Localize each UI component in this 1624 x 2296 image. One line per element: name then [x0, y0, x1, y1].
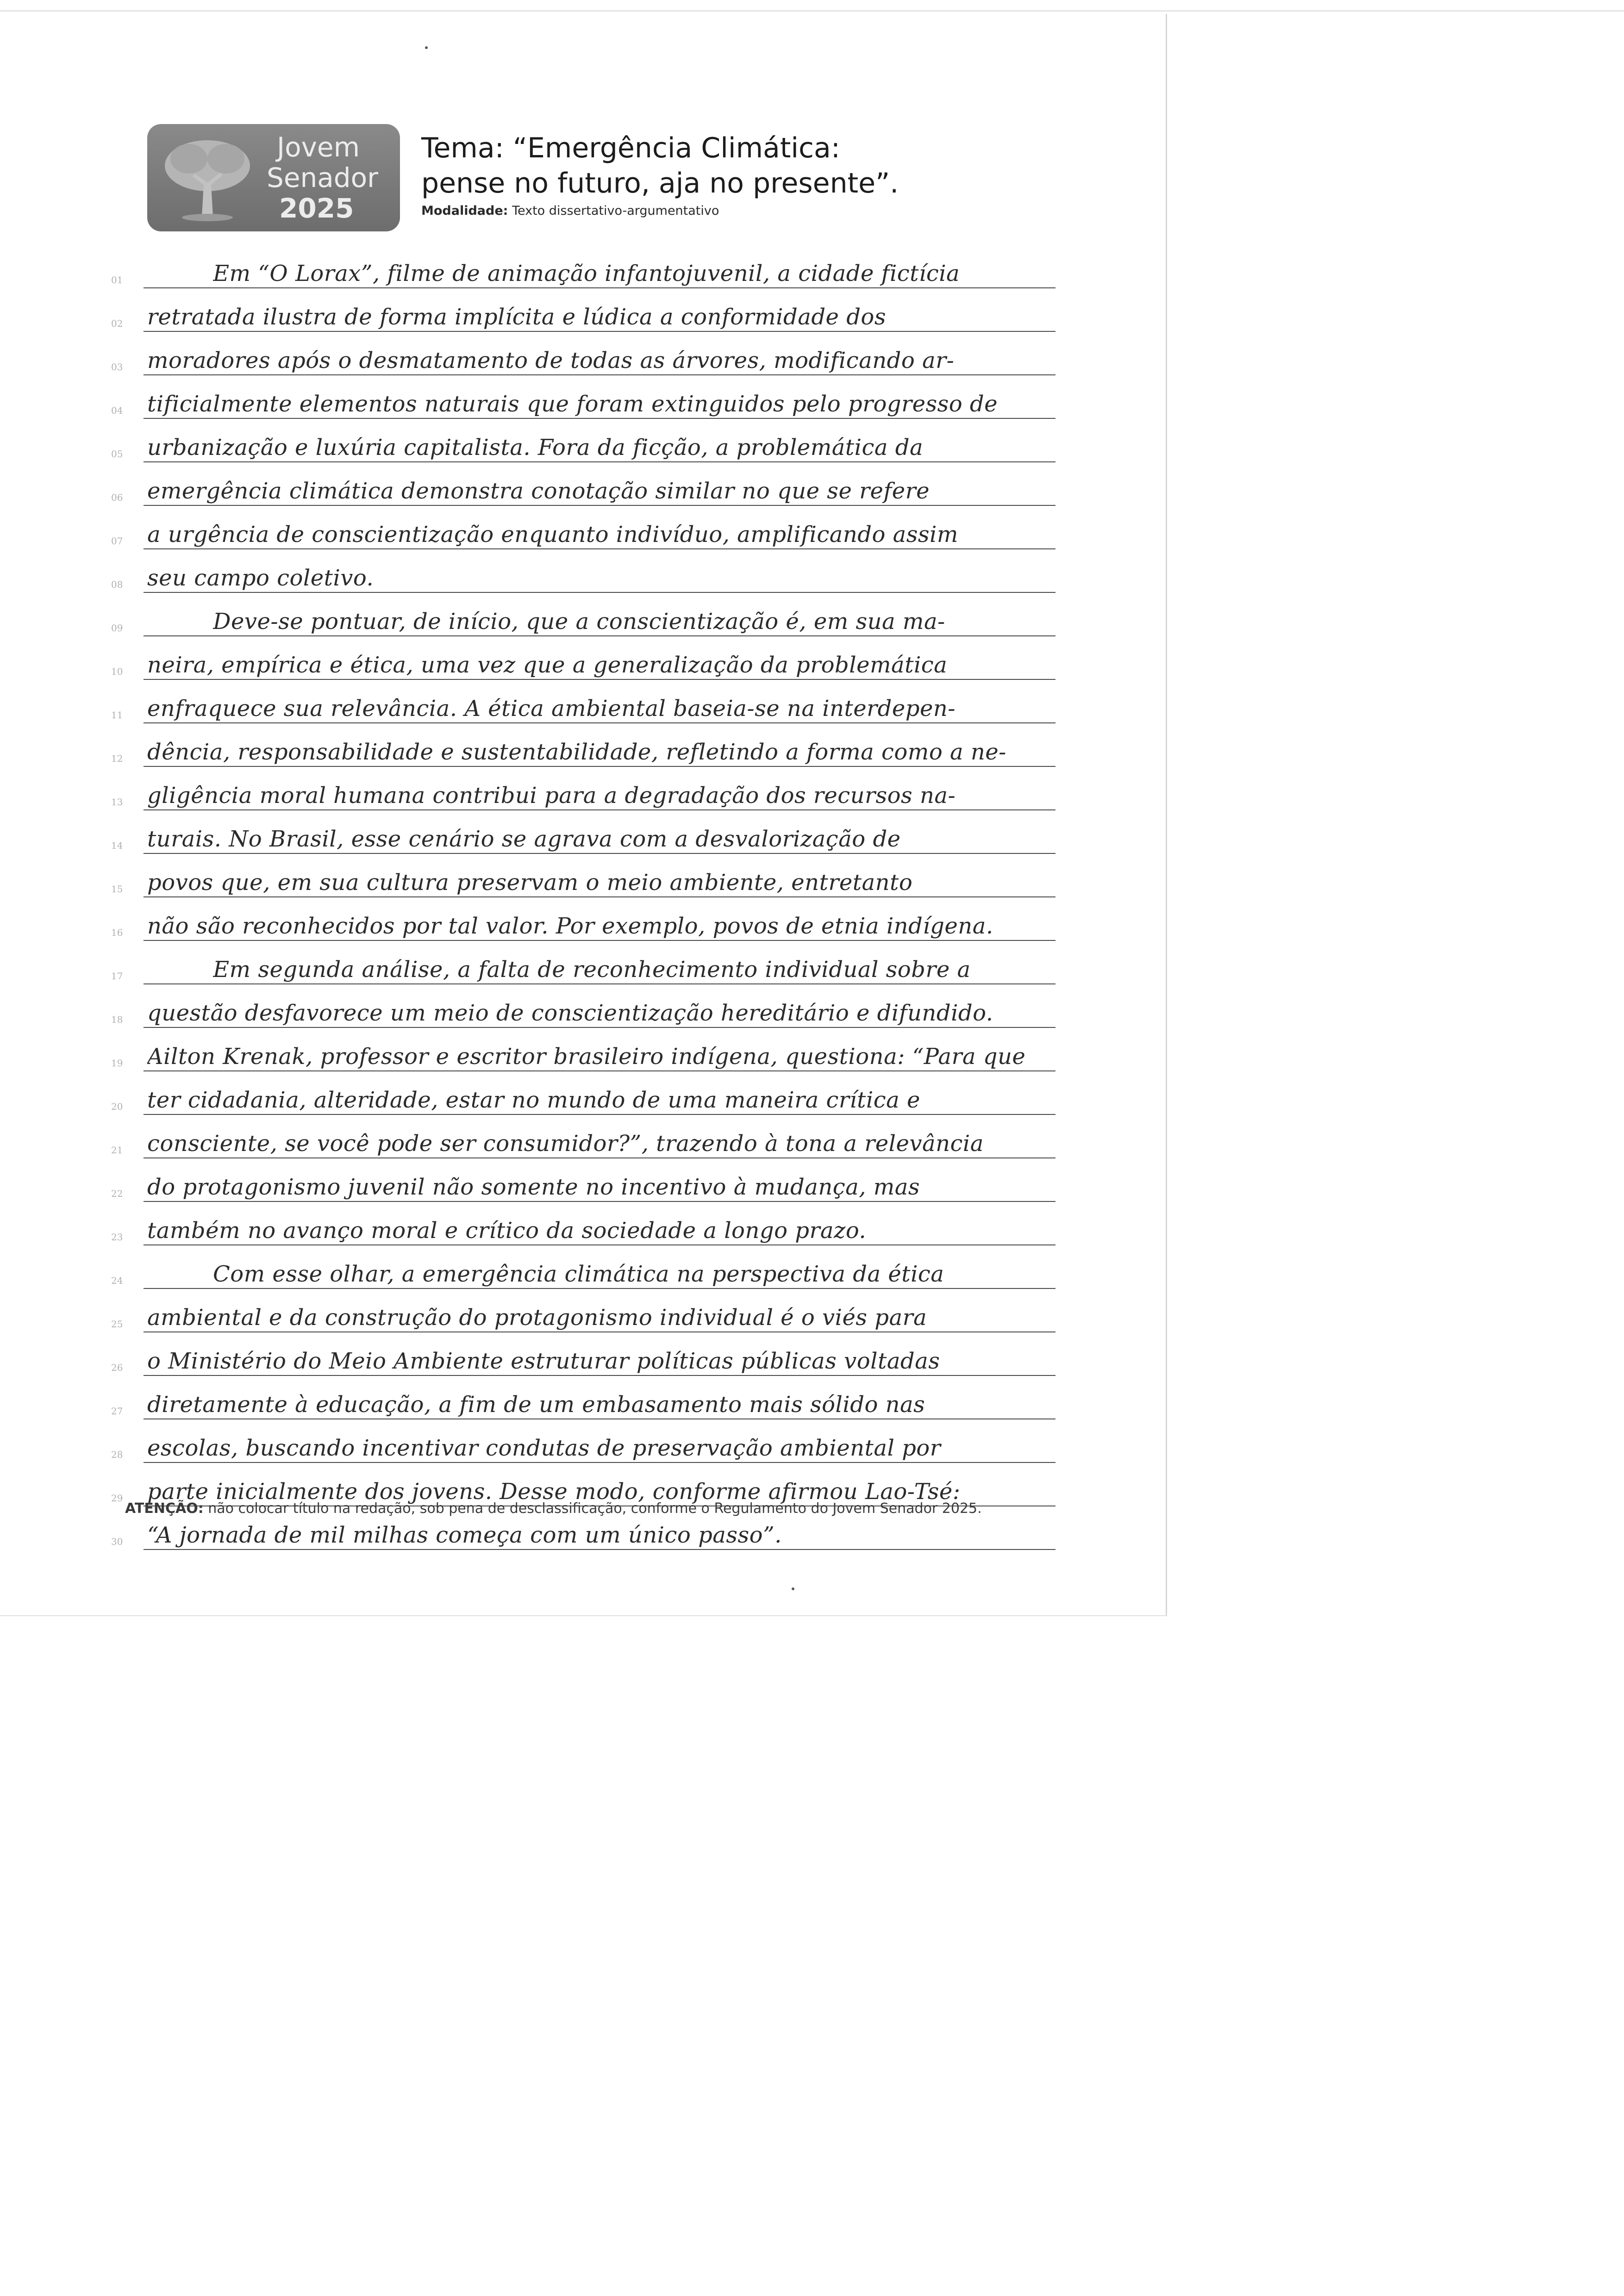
essay-line	[111, 1296, 1056, 1340]
essay-line	[111, 1035, 1056, 1079]
line-number: 24	[111, 1275, 123, 1286]
essay-line	[111, 252, 1056, 296]
handwritten-text: ter cidadania, alteridade, estar no mundo de uma maneira crítica e	[147, 1087, 920, 1113]
handwritten-text: retratada ilustra de forma implícita e lúdica a conformidade dos	[147, 304, 886, 330]
modalidade-value: Texto dissertativo-argumentativo	[512, 204, 719, 218]
line-number: 17	[111, 971, 123, 982]
ruled-line	[144, 1549, 1056, 1550]
essay-line	[111, 687, 1056, 731]
handwritten-text: o Ministério do Meio Ambiente estruturar políticas públicas voltadas	[147, 1348, 940, 1374]
ruled-line	[144, 287, 1056, 288]
ruled-line	[144, 809, 1056, 810]
essay-line	[111, 992, 1056, 1035]
essay-line	[111, 905, 1056, 948]
handwritten-text: moradores após o desmatamento de todas as árvores, modificando ar-	[147, 348, 955, 373]
line-number: 20	[111, 1101, 123, 1112]
ruled-line	[144, 1244, 1056, 1245]
ruled-line	[144, 548, 1056, 549]
line-number: 09	[111, 622, 123, 634]
essay-line	[111, 296, 1056, 339]
ruled-line	[144, 1375, 1056, 1376]
line-number: 30	[111, 1536, 123, 1547]
ruled-line	[144, 983, 1056, 984]
handwritten-text: seu campo coletivo.	[147, 565, 374, 591]
ruled-line	[144, 505, 1056, 506]
line-number: 02	[111, 318, 123, 329]
line-number: 16	[111, 927, 123, 938]
essay-line	[111, 948, 1056, 992]
ruled-line	[144, 1201, 1056, 1202]
handwritten-text: tificialmente elementos naturais que foram extinguidos pelo progresso de	[147, 391, 998, 417]
handwritten-text: diretamente à educação, a fim de um embasamento mais sólido nas	[147, 1392, 925, 1418]
line-number: 10	[111, 666, 123, 677]
line-number: 05	[111, 448, 123, 460]
line-number: 13	[111, 796, 123, 808]
handwritten-text: questão desfavorece um meio de conscientização hereditário e difundido.	[147, 1000, 993, 1026]
ruled-line	[144, 461, 1056, 462]
theme-title	[421, 131, 1069, 201]
line-number: 12	[111, 753, 123, 764]
line-number: 14	[111, 840, 123, 851]
line-number: 21	[111, 1145, 123, 1156]
ruled-line	[144, 1157, 1056, 1158]
line-number: 07	[111, 535, 123, 547]
handwritten-text: consciente, se você pode ser consumidor?”, trazendo à tona a relevância	[147, 1131, 984, 1157]
logo-text-line2: Senador	[267, 162, 378, 193]
handwritten-text: Deve-se pontuar, de início, que a conscientização é, em sua ma-	[213, 609, 945, 635]
line-number: 06	[111, 492, 123, 503]
handwritten-text: turais. No Brasil, esse cenário se agrava com a desvalorização de	[147, 826, 901, 852]
handwritten-text: escolas, buscando incentivar condutas de preservação ambiental por	[147, 1435, 941, 1461]
ruled-line	[144, 1070, 1056, 1071]
handwritten-text: “A jornada de mil milhas começa com um único passo”.	[147, 1522, 782, 1548]
warning-note	[125, 1500, 1190, 1517]
essay-line	[111, 861, 1056, 905]
modalidade	[421, 204, 719, 218]
handwritten-text: emergência climática demonstra conotação similar no que se refere	[147, 478, 930, 504]
essay-line	[111, 339, 1056, 383]
line-number: 28	[111, 1449, 123, 1460]
scan-speck	[425, 46, 428, 49]
essay-line	[111, 470, 1056, 513]
handwritten-text: do protagonismo juvenil não somente no incentivo à mudança, mas	[147, 1174, 920, 1200]
ruled-line	[144, 1114, 1056, 1115]
ruled-line	[144, 331, 1056, 332]
ruled-line	[144, 722, 1056, 723]
handwritten-text: gligência moral humana contribui para a degradação dos recursos na-	[147, 783, 956, 809]
warning-text: não colocar título na redação, sob pena de desclassificação, conforme o Regulamento do Jovem Senador 2025.	[208, 1500, 982, 1517]
scan-edge-bottom	[0, 1615, 1167, 1616]
essay-line	[111, 1427, 1056, 1470]
ruled-line	[144, 1288, 1056, 1289]
essay-line	[111, 1253, 1056, 1296]
handwritten-text: enfraquece sua relevância. A ética ambiental baseia-se na interdepen-	[147, 696, 956, 722]
handwritten-text: ambiental e da construção do protagonismo individual é o viés para	[147, 1305, 927, 1331]
handwritten-text: dência, responsabilidade e sustentabilidade, refletindo a forma como a ne-	[147, 739, 1006, 765]
ruled-line	[144, 853, 1056, 854]
ruled-line	[144, 679, 1056, 680]
handwritten-text: a urgência de conscientização enquanto indivíduo, amplificando assim	[147, 522, 958, 548]
handwritten-text: Ailton Krenak, professor e escritor brasileiro indígena, questiona: “Para que	[147, 1044, 1026, 1070]
handwritten-text: urbanização e luxúria capitalista. Fora da ficção, a problemática da	[147, 435, 924, 460]
tree-icon	[161, 133, 254, 224]
ruled-line	[144, 896, 1056, 897]
line-number: 22	[111, 1188, 123, 1199]
scan-edge-right	[1166, 14, 1167, 1615]
essay-line	[111, 1122, 1056, 1166]
essay-line	[111, 426, 1056, 470]
scan-edge-top	[0, 10, 1624, 12]
jovem-senador-logo	[147, 124, 400, 231]
line-number: 27	[111, 1406, 123, 1417]
essay-line	[111, 1340, 1056, 1383]
warning-label: ATENÇÃO:	[125, 1500, 204, 1517]
modalidade-label: Modalidade:	[421, 204, 508, 218]
essay-line	[111, 1209, 1056, 1253]
essay-line	[111, 600, 1056, 644]
essay-line	[111, 513, 1056, 557]
handwritten-text: não são reconhecidos por tal valor. Por exemplo, povos de etnia indígena.	[147, 913, 993, 939]
line-number: 01	[111, 274, 123, 286]
handwritten-text: povos que, em sua cultura preservam o meio ambiente, entretanto	[147, 870, 913, 896]
handwritten-text: Em segunda análise, a falta de reconhecimento individual sobre a	[213, 957, 971, 983]
handwritten-text: também no avanço moral e crítico da sociedade a longo prazo.	[147, 1218, 867, 1244]
theme-title-line1: Tema: “Emergência Climática:	[421, 132, 840, 164]
ruled-line	[144, 940, 1056, 941]
ruled-line	[144, 592, 1056, 593]
line-number: 03	[111, 361, 123, 373]
line-number: 23	[111, 1232, 123, 1243]
line-number: 26	[111, 1362, 123, 1373]
line-number: 11	[111, 709, 123, 721]
essay-line	[111, 644, 1056, 687]
handwritten-text: Em “O Lorax”, filme de animação infantojuvenil, a cidade fictícia	[213, 261, 960, 286]
ruled-line	[144, 635, 1056, 636]
line-number: 08	[111, 579, 123, 590]
essay-line	[111, 1166, 1056, 1209]
essay-line	[111, 557, 1056, 600]
handwritten-text: neira, empírica e ética, uma vez que a generalização da problemática	[147, 652, 948, 678]
essay-line	[111, 774, 1056, 818]
ruled-line	[144, 374, 1056, 375]
line-number: 25	[111, 1319, 123, 1330]
essay-line	[111, 731, 1056, 774]
theme-title-line2: pense no futuro, aja no presente”.	[421, 167, 899, 199]
essay-line	[111, 1383, 1056, 1427]
handwritten-text: parte inicialmente dos jovens. Desse modo, conforme afirmou Lao-Tsé:	[147, 1479, 961, 1505]
ruled-line	[144, 418, 1056, 419]
essay-line	[111, 1079, 1056, 1122]
scan-speck	[792, 1587, 794, 1590]
ruled-line	[144, 1027, 1056, 1028]
ruled-line	[144, 1462, 1056, 1463]
line-number: 19	[111, 1058, 123, 1069]
line-number: 04	[111, 405, 123, 416]
ruled-line	[144, 766, 1056, 767]
logo-text-line1: Jovem	[277, 131, 360, 163]
logo-text-year: 2025	[279, 193, 354, 224]
handwritten-text: Com esse olhar, a emergência climática na perspectiva da ética	[213, 1261, 944, 1287]
line-number: 18	[111, 1014, 123, 1025]
line-number: 29	[111, 1493, 123, 1504]
line-number: 15	[111, 884, 123, 895]
essay-line	[111, 818, 1056, 861]
essay-line	[111, 1514, 1056, 1557]
essay-line	[111, 383, 1056, 426]
